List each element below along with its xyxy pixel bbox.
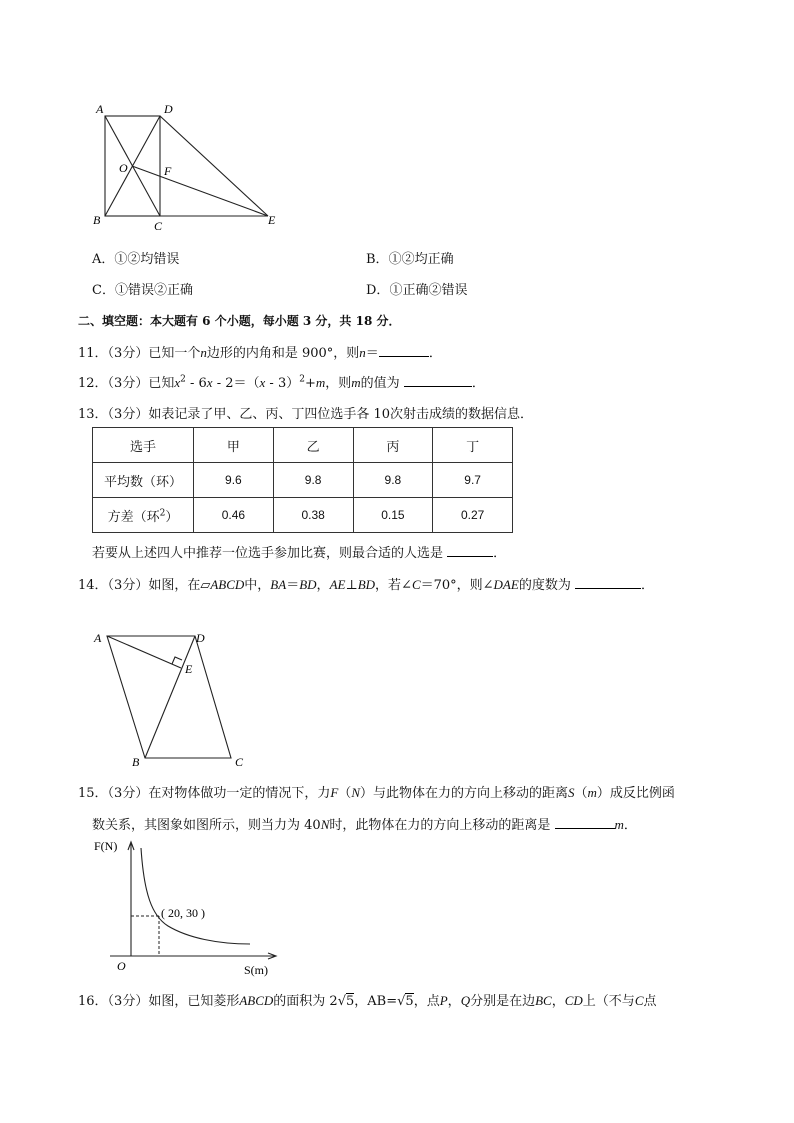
section-heading: 二、填空题：本大题有 6 个小题，每小题 3 分，共 18 分． xyxy=(78,314,401,328)
figure-3-graph xyxy=(88,834,288,979)
option-c: C．①错误②正确 xyxy=(92,283,193,298)
question-13-prompt: 若要从上述四人中推荐一位选手参加比赛，则最合适的人选是 ． xyxy=(92,546,507,561)
fig3-point-label: ( 20, 30 ) xyxy=(161,906,205,920)
fig1-label-A: A xyxy=(96,102,104,116)
fig3-y-label: F(N) xyxy=(94,839,118,853)
question-14: 14．（3分）如图，在▱ABCD中，BA＝BD，AE⊥BD，若∠C＝70°，则∠DAE的度数为 ． xyxy=(78,577,654,593)
table-row xyxy=(93,463,513,498)
question-13: 13．（3分）如表记录了甲、乙、丙、丁四位选手各 10次射击成绩的数据信息． xyxy=(78,407,534,422)
answer-blank-13[interactable] xyxy=(447,544,493,557)
shooting-data-table xyxy=(92,427,513,533)
table-cell: 9.8 xyxy=(273,463,353,498)
table-cell: 0.46 xyxy=(194,498,274,533)
table-cell: 0.15 xyxy=(353,498,433,533)
fig2-label-B: B xyxy=(132,755,140,769)
fig1-label-C: C xyxy=(154,219,163,233)
fig3-x-label: S(m) xyxy=(244,963,268,977)
table-row xyxy=(93,428,513,463)
fig3-origin-label: O xyxy=(117,959,126,973)
question-15-line-2: 数关系，其图象如图所示，则当力为 40N时，此物体在力的方向上移动的距离是 m． xyxy=(92,817,637,833)
fig1-label-B: B xyxy=(93,213,101,227)
answer-blank-12[interactable] xyxy=(404,374,472,387)
table-cell: 9.6 xyxy=(194,463,274,498)
fig2-label-D: D xyxy=(196,631,205,645)
figure-1-rectangle xyxy=(88,98,288,233)
table-cell: 0.38 xyxy=(273,498,353,533)
fig1-label-F: F xyxy=(164,164,172,178)
table-cell: 平均数（环） xyxy=(93,463,194,498)
fig2-label-A: A xyxy=(94,631,102,645)
option-d: D．①正确②错误 xyxy=(366,283,468,298)
sqrt-icon: √ xyxy=(397,994,406,1009)
figure-2-parallelogram xyxy=(88,626,258,771)
answer-blank-15[interactable] xyxy=(555,816,615,829)
table-row xyxy=(93,498,513,533)
table-cell: 丁 xyxy=(433,428,513,463)
fig2-label-C: C xyxy=(235,755,244,769)
table-cell: 0.27 xyxy=(433,498,513,533)
option-b: B．①②均正确 xyxy=(366,252,454,267)
question-12: 12．（3分）已知$x^2 - 6x - 2=(x - 3)^2+m$，则m的值为 ． xyxy=(78,374,485,391)
fig1-label-O: O xyxy=(119,161,128,175)
sqrt-icon: √ xyxy=(337,994,346,1009)
table-cell: 丙 xyxy=(353,428,433,463)
question-15-line-1: 15．（3分）在对物体做功一定的情况下，力F（N）与此物体在力的方向上移动的距离S（m）成反比例函 xyxy=(78,785,675,801)
table-cell: 选手 xyxy=(93,428,194,463)
table-cell: 9.8 xyxy=(353,463,433,498)
table-cell: 9.7 xyxy=(433,463,513,498)
fig1-label-D: D xyxy=(164,102,173,116)
option-a: A．①②均错误 xyxy=(92,252,180,267)
answer-blank-11[interactable] xyxy=(379,344,429,357)
fig1-label-E: E xyxy=(268,213,276,227)
answer-blank-14[interactable] xyxy=(575,576,641,589)
table-cell: 甲 xyxy=(194,428,274,463)
question-16: 16．（3分）如图，已知菱形ABCD的面积为 2√5，AB=√5，点P，Q分别是在边BC，CD上（不与C点 xyxy=(78,993,657,1009)
question-11: 11．（3分）已知一个n边形的内角和是 900°，则n＝ ． xyxy=(78,345,442,361)
table-cell: 方差（环$^2$） xyxy=(93,498,194,533)
fig2-label-E: E xyxy=(185,662,193,676)
table-cell: 乙 xyxy=(273,428,353,463)
